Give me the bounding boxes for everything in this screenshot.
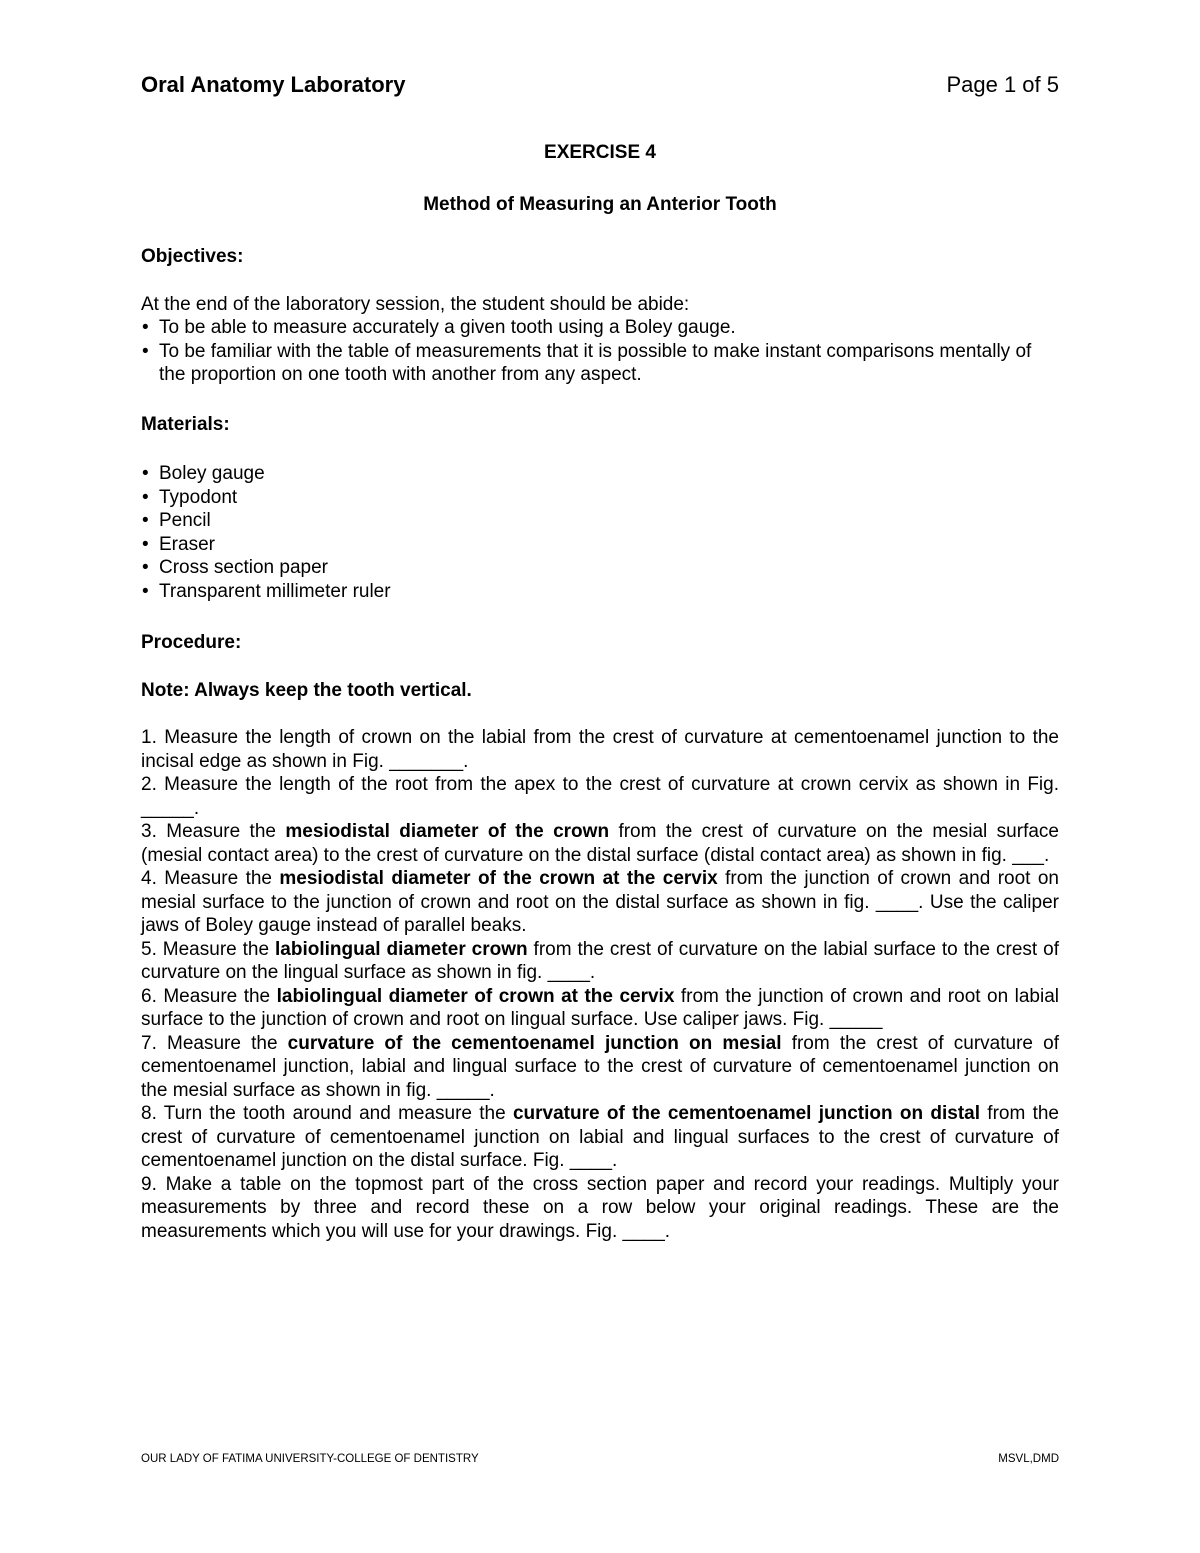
step-key-term: mesiodistal diameter of the crown at the cervix <box>279 868 718 889</box>
material-item: • Pencil <box>141 509 1059 533</box>
material-item: • Eraser <box>141 533 1059 557</box>
step-text: 5. Measure the <box>141 938 276 960</box>
header-title: Oral Anatomy Laboratory <box>141 72 406 97</box>
step-text: 1. Measure the length of crown on the labial from the crest of curvature at cementoenamel junction to the incisal edge as shown in Fig. _______. <box>141 727 1059 772</box>
step-text-cont: from the crest of curvature on the labial surface to the crest of curvature on the lingual surface as shown in fig. ____. <box>141 938 1059 983</box>
procedure-step-2 <box>141 773 1059 820</box>
step-text-cont: from the junction of crown and root on labial surface to the junction of crown and root on lingual surface. Use caliper jaws. Fig. _____ <box>141 985 1059 1030</box>
page-number: Page 1 of 5 <box>946 72 1059 97</box>
step-text: 8. Turn the tooth around and measure the <box>141 1103 513 1124</box>
procedure-steps <box>141 726 1059 1243</box>
step-text: 6. Measure the <box>141 985 277 1007</box>
step-text: 9. Make a table on the topmost part of the cross section paper and record your readings. Multiply your measurements by three and record these on a row below your original readings. These are the measurements which you will use for your drawings. Fig. ____. <box>141 1173 1059 1242</box>
procedure-note: Note: Always keep the tooth vertical. <box>141 679 472 701</box>
step-text-cont: from the crest of curvature of cementoenamel junction on labial and lingual surfaces to the crest of curvature of cementoenamel junction on the distal surface. Fig. ____. <box>141 1103 1060 1171</box>
objectives-intro: At the end of the laboratory session, the student should be abide: <box>141 293 690 315</box>
step-key-term: labiolingual diameter crown <box>275 938 528 960</box>
step-text: 4. Measure the <box>141 868 280 889</box>
procedure-step-9 <box>141 1173 1059 1244</box>
document-body <box>141 140 1059 1243</box>
step-key-term: labiolingual diameter of crown at the cervix <box>276 985 675 1007</box>
material-item: • Transparent millimeter ruler <box>141 580 1059 604</box>
objective-item: • To be able to measure accurately a given tooth using a Boley gauge. <box>141 316 1059 340</box>
step-text: 3. Measure the <box>141 821 286 842</box>
material-item: • Cross section paper <box>141 556 1059 580</box>
page-header <box>141 72 1059 104</box>
footer-author: MSVL,DMD <box>998 1453 1059 1465</box>
step-key-term: curvature of the cementoenamel junction on mesial <box>287 1032 782 1054</box>
procedure-step-7 <box>141 1032 1059 1103</box>
step-text-cont: from the crest of curvature on the mesial surface (mesial contact area) to the crest of curvature on the distal surface (distal contact area) as shown in fig. ___. <box>141 821 1059 866</box>
procedure-step-8 <box>141 1102 1059 1173</box>
step-text: 2. Measure the length of the root from the apex to the crest of curvature at crown cervix as shown in Fig. _____. <box>141 774 1059 819</box>
procedure-heading: Procedure: <box>141 632 242 653</box>
procedure-step-3 <box>141 820 1059 867</box>
exercise-subtitle: Method of Measuring an Anterior Tooth <box>423 193 777 215</box>
objectives-heading: Objectives: <box>141 246 244 267</box>
step-key-term: curvature of the cementoenamel junction on distal <box>512 1103 981 1124</box>
step-text-cont: from the crest of curvature of cementoenamel junction, labial and lingual surface to the crest of curvature of cementoenamel junction on the mesial surface as shown in fig. _____. <box>141 1032 1059 1101</box>
footer-institution: OUR LADY OF FATIMA UNIVERSITY-COLLEGE OF DENTISTRY <box>141 1453 479 1465</box>
step-text-cont: from the junction of crown and root on mesial surface to the junction of crown and root on the distal surface as shown in fig. ____. Use the caliper jaws of Boley gauge instead of parallel beaks. <box>141 868 1059 936</box>
objective-item: • To be familiar with the table of measurements that it is possible to make instant comparisons mentally of the proportion on one tooth with another from any aspect. <box>141 340 1059 387</box>
material-item: • Typodont <box>141 486 1059 510</box>
exercise-title: EXERCISE 4 <box>544 142 656 163</box>
materials-heading: Materials: <box>141 413 230 435</box>
material-item: • Boley gauge <box>141 462 1059 486</box>
step-key-term: mesiodistal diameter of the crown <box>285 821 610 842</box>
step-text: 7. Measure the <box>141 1032 288 1054</box>
procedure-step-5 <box>141 938 1059 985</box>
procedure-step-1 <box>141 726 1059 773</box>
materials-list <box>141 462 1059 603</box>
procedure-step-6 <box>141 985 1059 1032</box>
procedure-step-4 <box>141 867 1059 938</box>
objectives-list <box>141 316 1059 387</box>
